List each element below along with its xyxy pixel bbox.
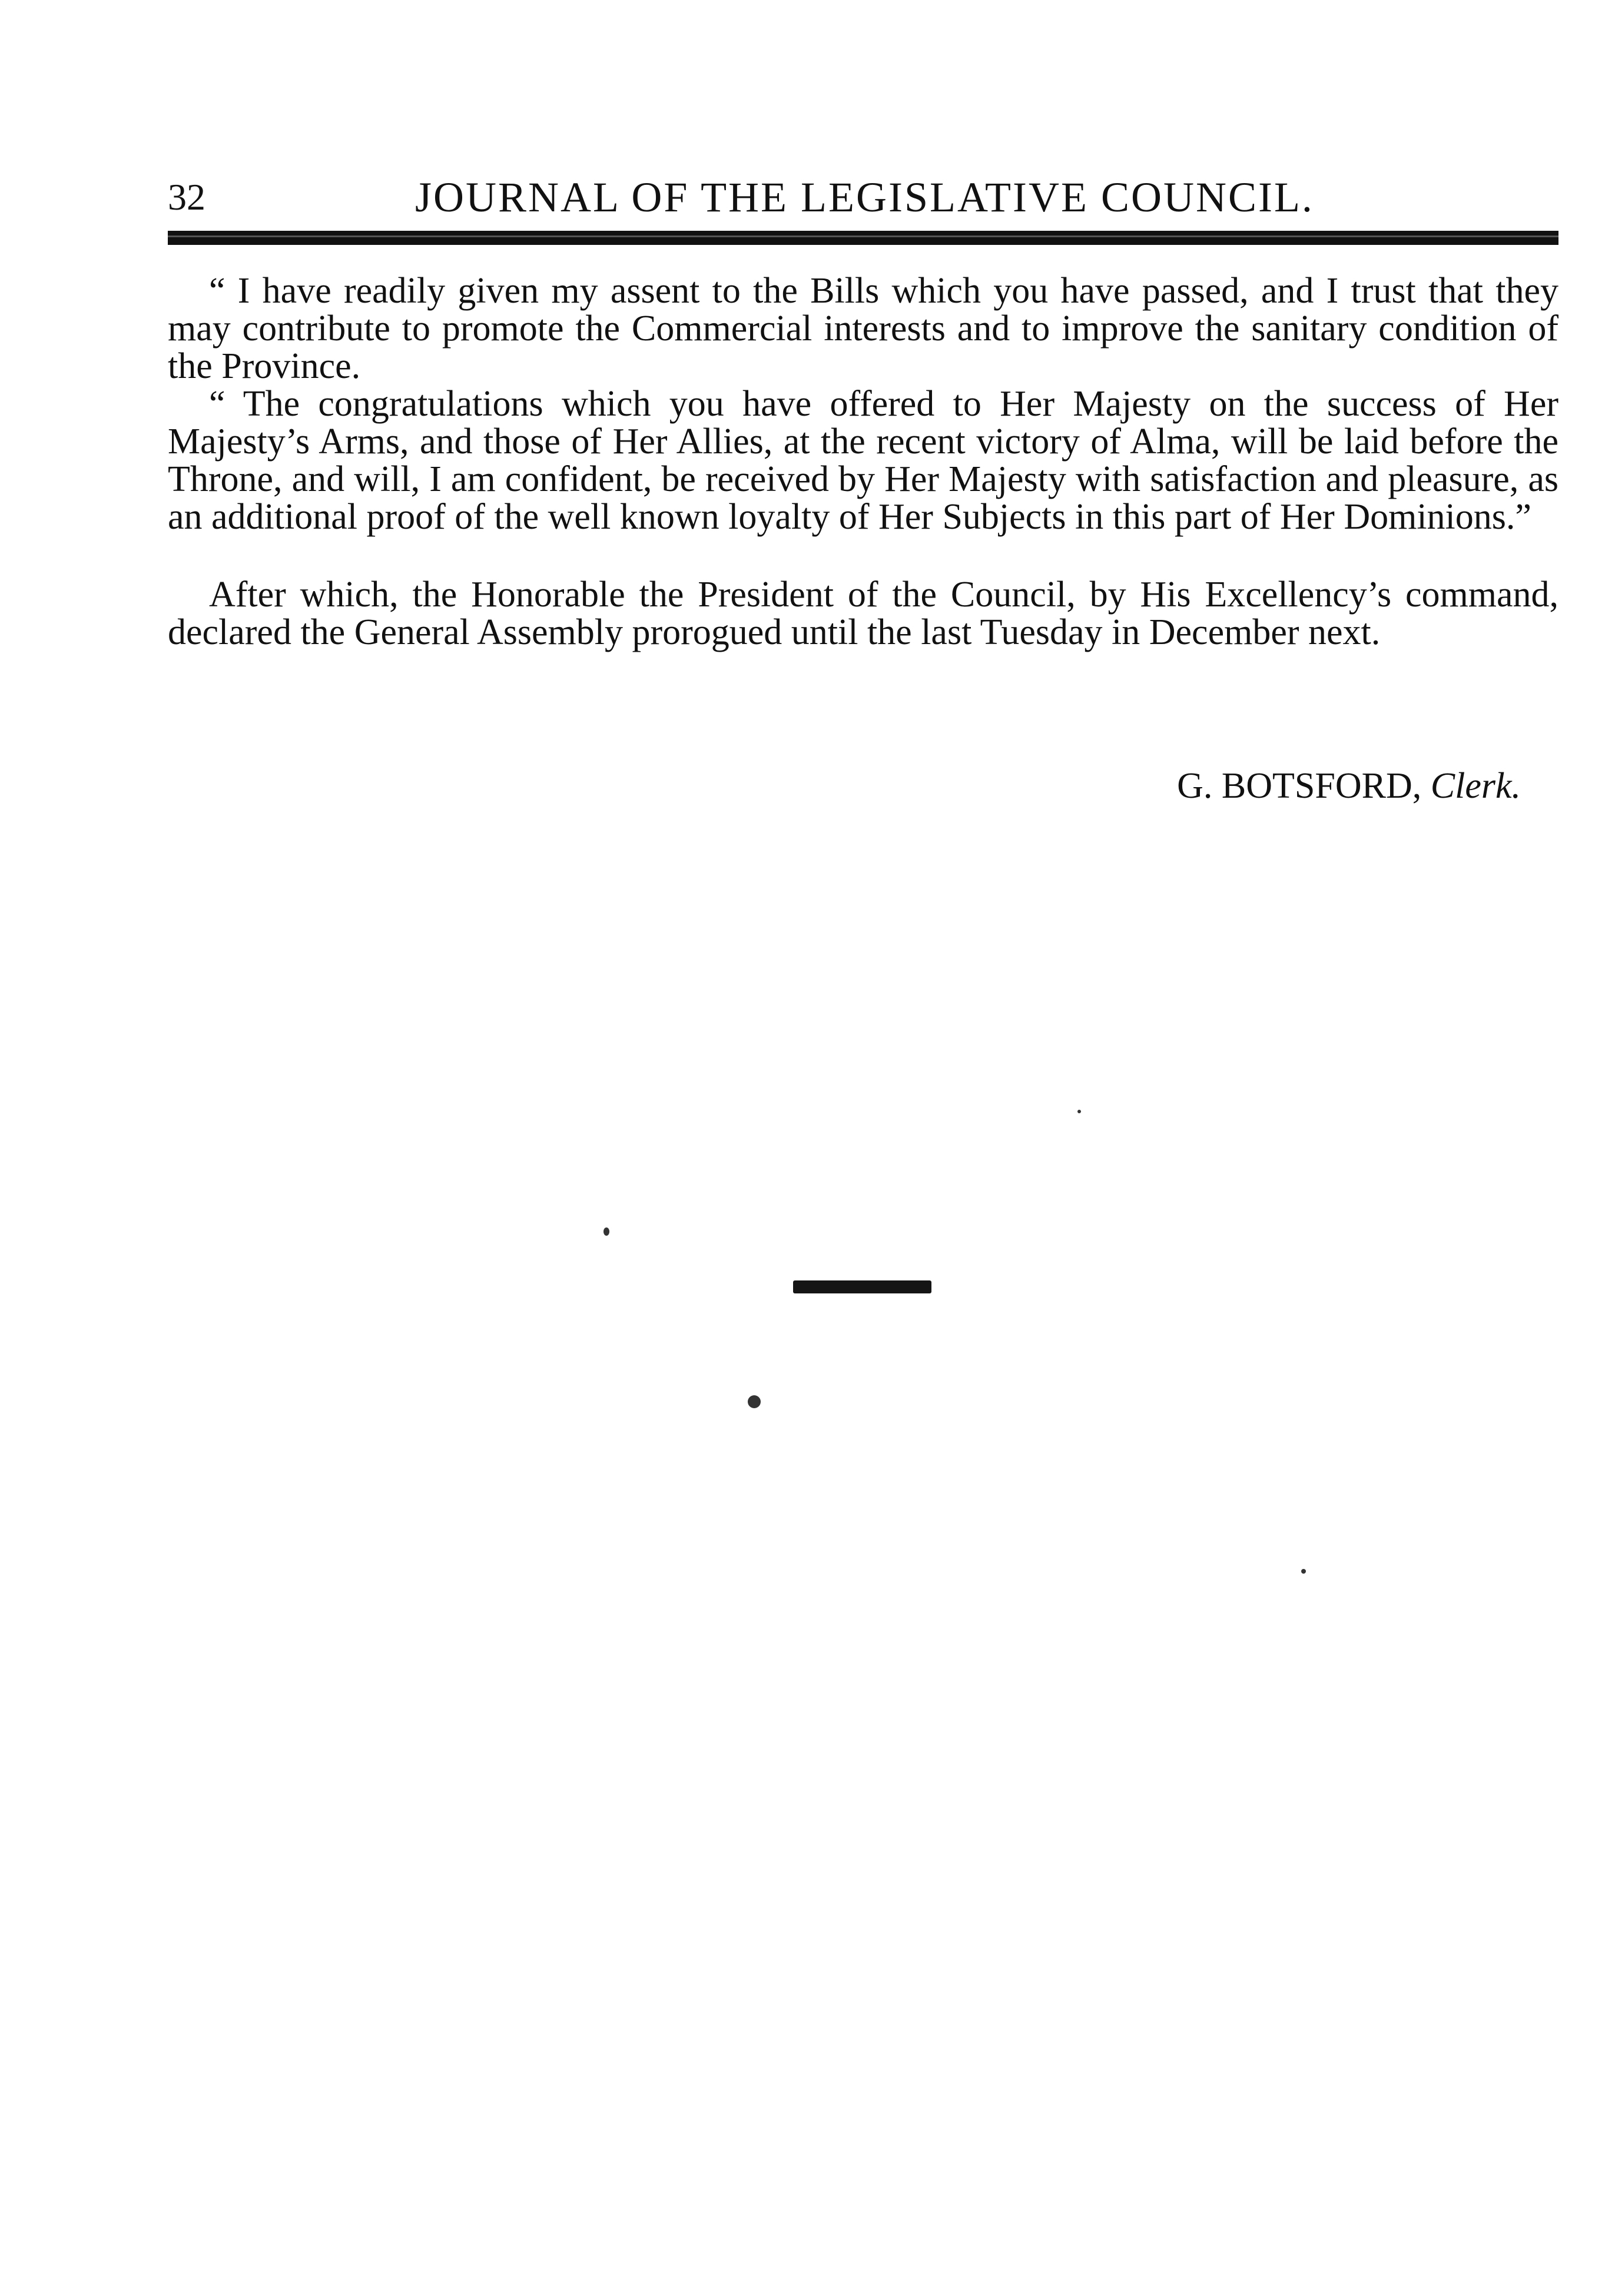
ink-speck bbox=[1301, 1569, 1306, 1574]
end-rule bbox=[793, 1280, 931, 1293]
running-title: JOURNAL OF THE LEGISLATIVE COUNCIL. bbox=[415, 174, 1314, 221]
ink-speck bbox=[603, 1227, 609, 1236]
ink-speck bbox=[748, 1395, 761, 1408]
paragraph-assent: “ I have readily given my assent to the Bills which you have passed, and I trust that they may contribute to promote the Commercial interests and to improve the sanitary condition of the Province. bbox=[168, 271, 1558, 386]
page-header bbox=[168, 171, 1558, 224]
page-number: 32 bbox=[168, 176, 205, 218]
signature bbox=[168, 765, 1521, 807]
body-text bbox=[168, 272, 1558, 651]
paragraph-congratulations: “ The congratulations which you have offered to Her Majesty on the success of Her Majesty’s Arms, and those of Her Allies, at the recent victory of Alma, will be laid before the Throne, and will, I am confident, be received by Her Majesty with satisfaction and pleasure, as an additional proof of the well known loyalty of Her Subjects in this part of Her Dominions.” bbox=[168, 384, 1558, 537]
paragraph-prorogation: After which, the Honorable the President of the Council, by His Excellency’s command, declared the General Assembly prorogued until the last Tuesday in December next. bbox=[168, 575, 1558, 652]
header-rule bbox=[168, 231, 1558, 245]
signature-title: Clerk. bbox=[1430, 766, 1521, 806]
ink-speck bbox=[1077, 1110, 1081, 1113]
signature-name: G. BOTSFORD, bbox=[1177, 766, 1422, 806]
